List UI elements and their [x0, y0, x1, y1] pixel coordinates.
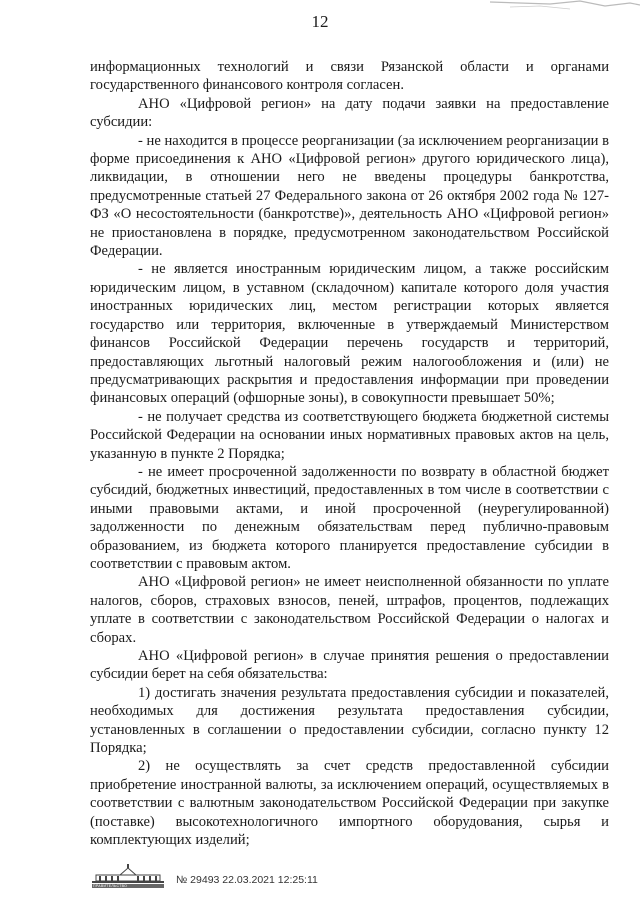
list-item: 2) не осуществлять за счет средств предоставленной субсидии приобретение иностранной валюты, за исключением операций, осуществляемых в соответствии с валютным законодательством Российской Федерации при закупке (поставке) высокотехнологичного импортного оборудования, сырья и комплектующих изделий; — [90, 758, 609, 849]
document-footer — [90, 864, 490, 892]
document-body — [90, 58, 609, 849]
paragraph: АНО «Цифровой регион» на дату подачи заявки на предоставление субсидии: — [90, 95, 609, 131]
list-item: - не находится в процессе реорганизации (за исключением реорганизации в форме присоединения к АНО «Цифровой регион» другого юридического лица), ликвидации, в отношении него не введены процедуры банкротства, предусмотренные статьей 27 Федерального закона от 26 октября 2002 года № 127-ФЗ «О несостоятельности (банкротстве)», деятельность АНО «Цифровой регион» не приостановлена в порядке, предусмотренном законодательством Российской Федерации. — [90, 132, 609, 260]
document-number: № 29493 22.03.2021 12:25:11 — [176, 874, 318, 886]
page-number: 12 — [311, 12, 329, 31]
paragraph: АНО «Цифровой регион» не имеет неисполненной обязанности по уплате налогов, сборов, страховых взносов, пеней, штрафов, процентов, подлежащих уплате в соответствии с законодательством Российской Федерации о налогах и сборах. — [90, 574, 609, 646]
list-item: - не получает средства из соответствующего бюджета бюджетной системы Российской Федерации на основании иных нормативных правовых актов на цель, указанную в пункте 2 Порядка; — [90, 408, 609, 462]
paragraph: АНО «Цифровой регион» в случае принятия решения о предоставлении субсидии берет на себя обязательства: — [90, 648, 609, 683]
list-item: - не имеет просроченной задолженности по возврату в областной бюджет субсидий, бюджетных инвестиций, предоставленных в том числе в соответствии с иными правовыми актами, и иной просроченной (неурегулированной) задолженности по денежным обязательствам перед публично-правовым образованием, из бюджета которого планируется предоставление субсидии в соответствии с правовым актом. — [90, 463, 609, 572]
list-item: - не является иностранным юридическим лицом, а также российским юридическим лицом, в уставном (складочном) капитале которого доля участия иностранных юридических лиц, местом регистрации которых является государство или территория, включенные в утверждаемый Министерством финансов Российской Федерации перечень государств и территорий, предоставляющих льготный налоговый режим налогообложения и (или) не предусматривающих раскрытия и предоставления информации при проведении финансовых операций (офшорные зоны), в совокупности превышает 50%; — [90, 261, 609, 407]
emblem-caption: ПРАВИТЕЛЬСТВО — [93, 884, 128, 888]
paragraph: информационных технологий и связи Рязанской области и органами государственного финансового контроля согласен. — [90, 59, 609, 94]
list-item: 1) достигать значения результата предоставления субсидии и показателей, необходимых для достижения результата предоставления субсидии, установленных в соглашении о предоставлении субсидии, согласно пункту 12 Порядка; — [90, 684, 609, 757]
